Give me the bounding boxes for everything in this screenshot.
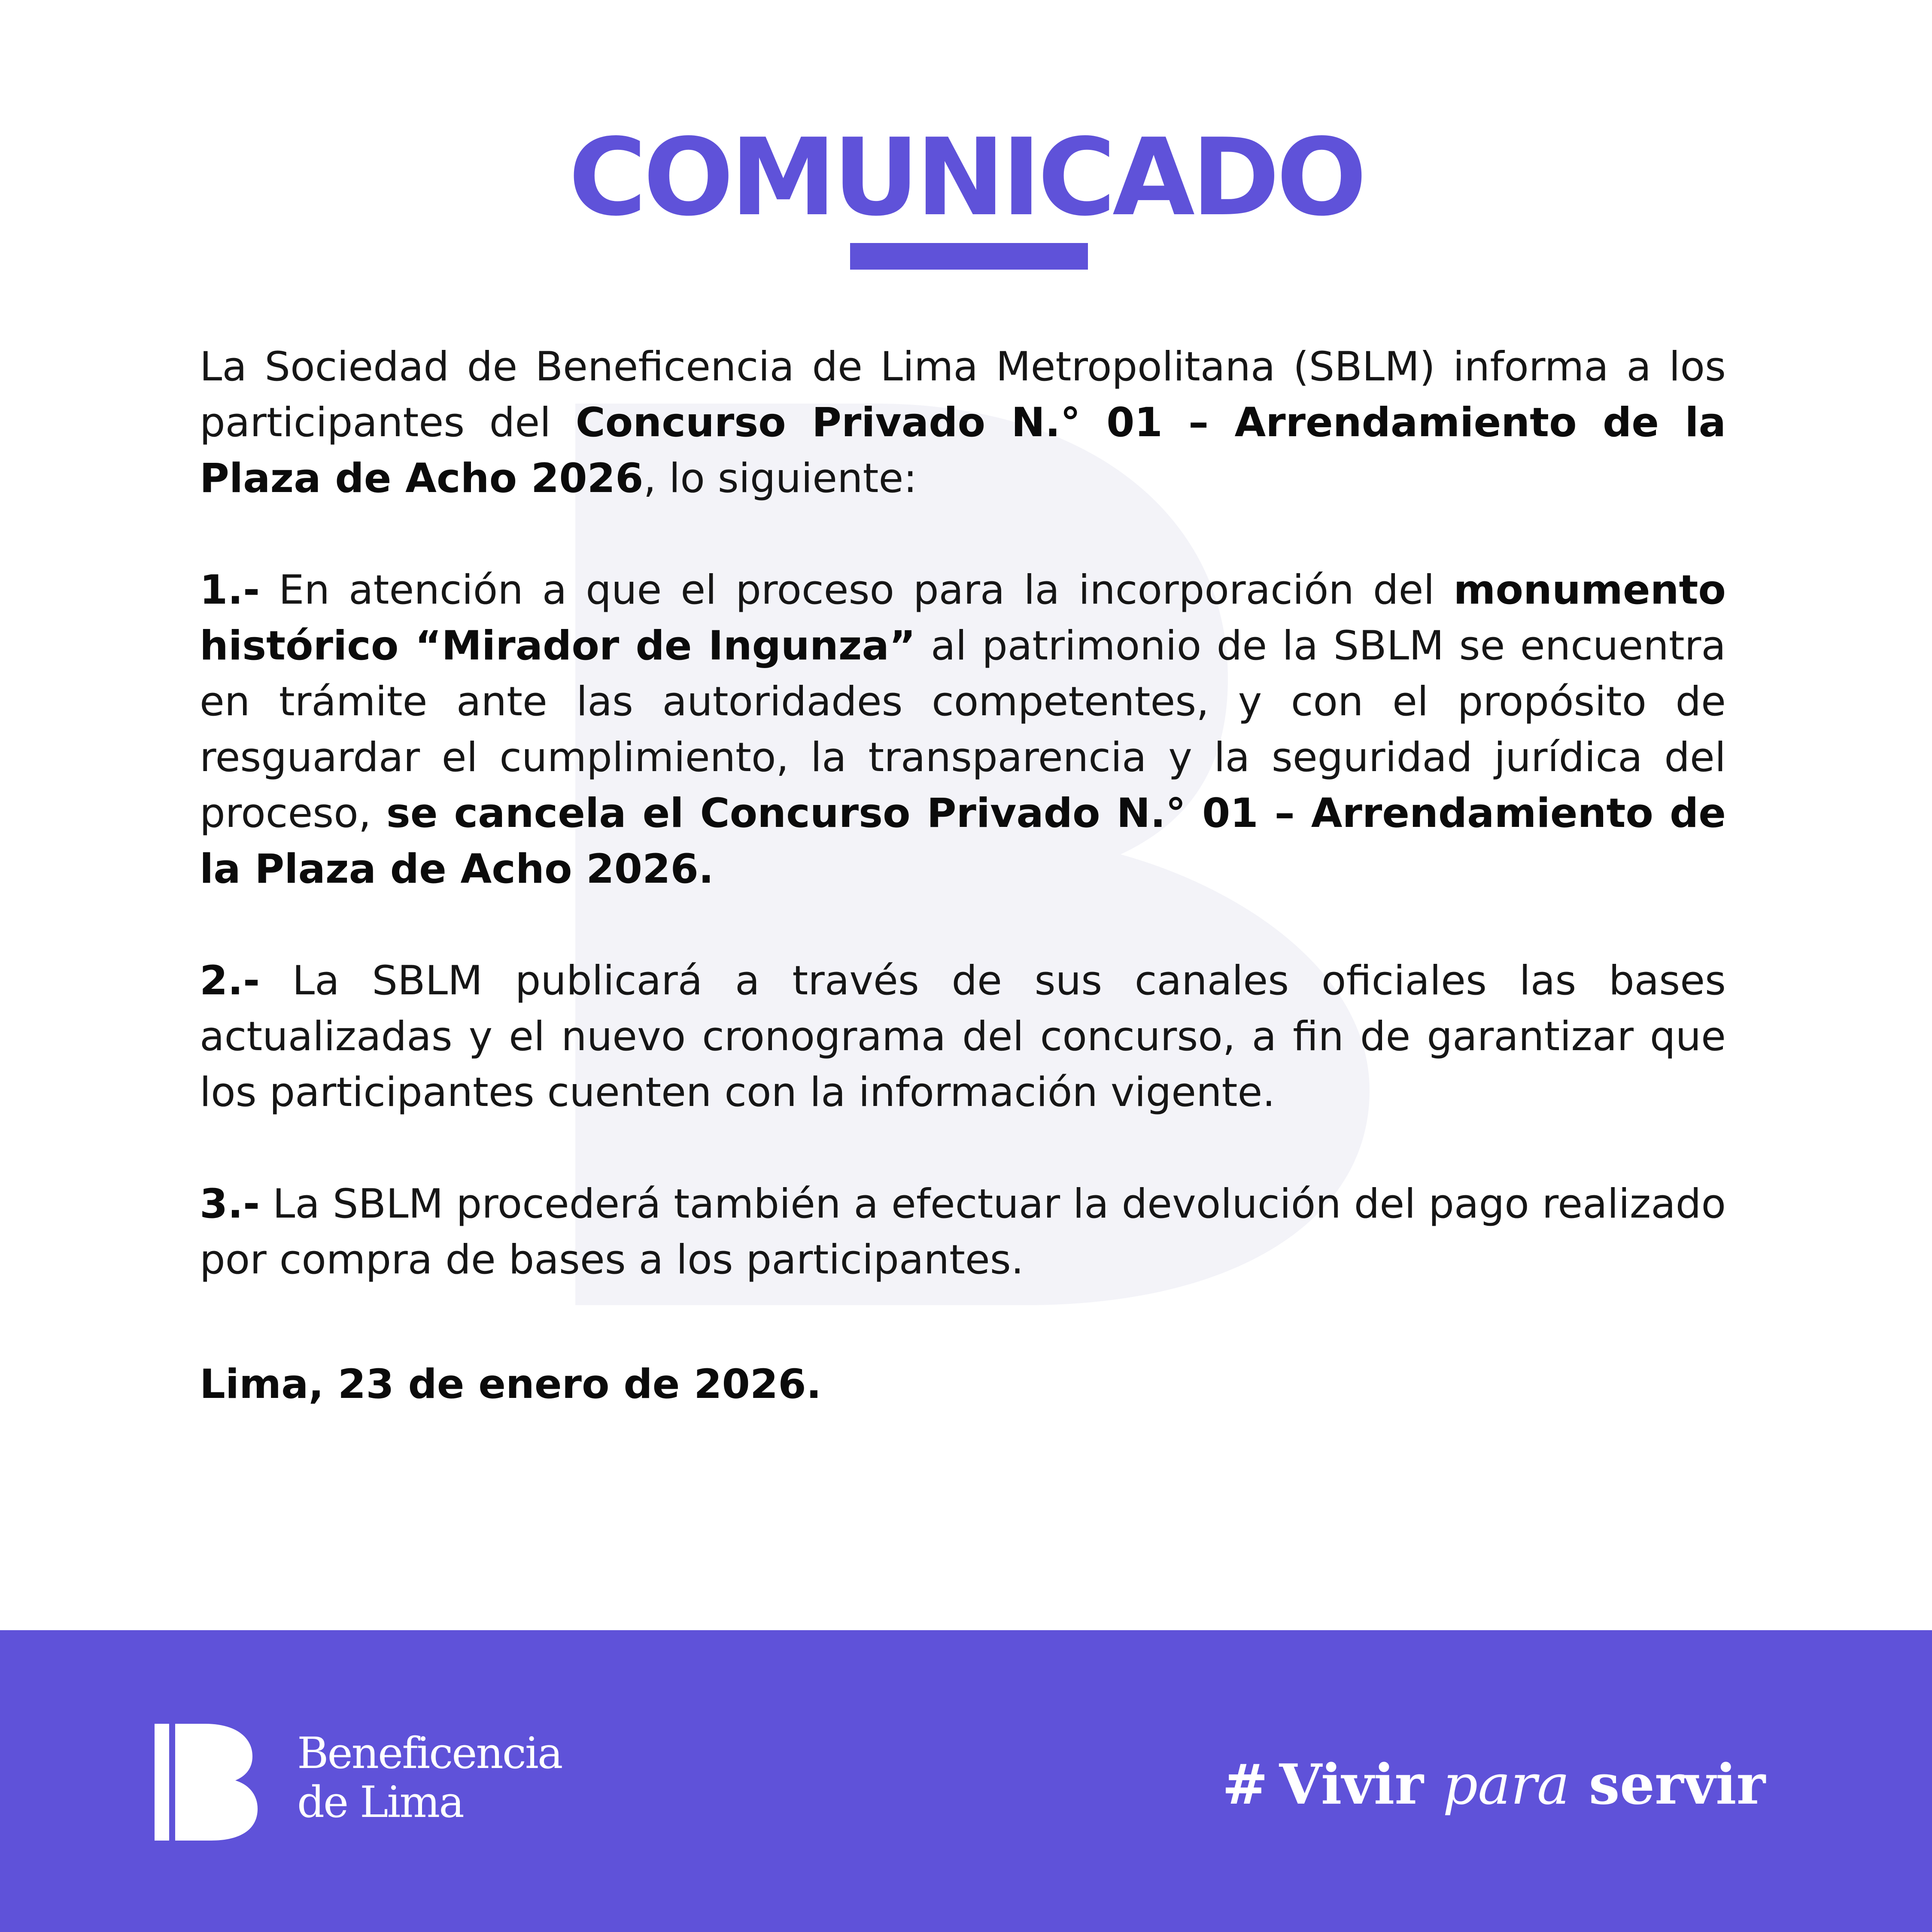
- slogan: [1222, 1753, 1765, 1817]
- beneficencia-b-logo-icon: [155, 1724, 258, 1841]
- hashtag-symbol: #: [1222, 1753, 1268, 1817]
- slogan-word-2: para: [1443, 1753, 1570, 1817]
- item-1-paragraph: 1.- En atención a que el proceso para la incorporación del monumento histórico “Mirador de Ingunza” al patrimonio de la SBLM se encuentra en trámite ante las autoridades competentes, y con el propósito de resguardar el cumplimiento, la transparencia y la seguridad jurídica del proceso, se cancela el Concurso Privado N.° 01 – Arrendamiento de la Plaza de Acho 2026.: [200, 567, 1726, 893]
- item-2-paragraph: 2.- La SBLM publicará a través de sus canales oficiales las bases actualizadas y el nuevo cronograma del concurso, a fin de garantizar que los participantes cuenten con la información vigente.: [200, 957, 1726, 1116]
- logo-line-1: Beneficencia: [297, 1728, 562, 1778]
- slogan-word-1: Vivir: [1279, 1753, 1424, 1817]
- logo-line-2: de Lima: [297, 1777, 463, 1827]
- date-line: Lima, 23 de enero de 2026.: [200, 1361, 822, 1408]
- intro-paragraph: La Sociedad de Beneficencia de Lima Metropolitana (SBLM) informa a los participantes del Concurso Privado N.° 01 – Arrendamiento de la Plaza de Acho 2026, lo siguiente:: [200, 343, 1726, 502]
- footer-band: [0, 1630, 1932, 1932]
- logo-wordmark: [297, 1729, 562, 1827]
- announcement-body: [200, 339, 1726, 1344]
- page-title: COMUNICADO: [568, 116, 1364, 240]
- slogan-word-3: servir: [1589, 1753, 1765, 1817]
- title-underline: [850, 243, 1088, 270]
- item-3-paragraph: 3.- La SBLM procederá también a efectuar la devolución del pago realizado por compra de bases a los participantes.: [200, 1181, 1726, 1283]
